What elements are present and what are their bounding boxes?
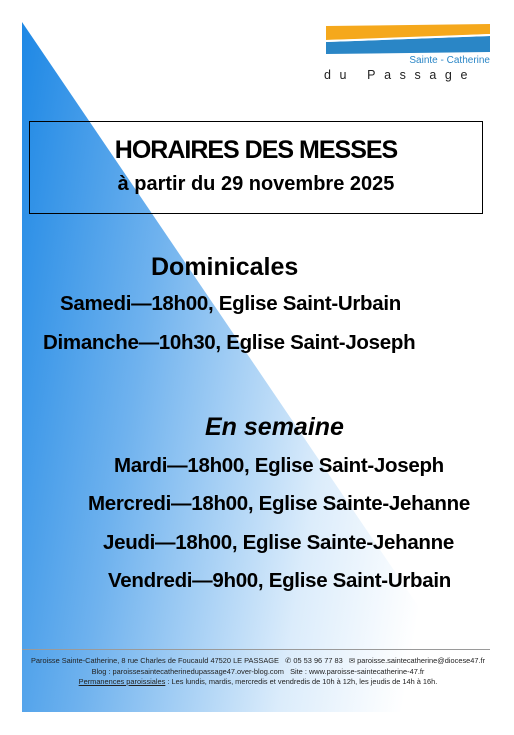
footer-email[interactable]: paroisse.saintecatherine@diocese47.fr: [357, 656, 486, 665]
mass-time-line: Mardi—18h00, Eglise Saint-Joseph: [114, 454, 444, 477]
logo-subtitle: Sainte - Catherine: [409, 55, 490, 66]
mass-time-line: Jeudi—18h00, Eglise Sainte-Jehanne: [103, 531, 454, 554]
footer-site[interactable]: Site : www.paroisse-saintecatherine-47.fr: [290, 666, 425, 676]
mass-time-line: Samedi—18h00, Eglise Saint-Urbain: [60, 292, 401, 315]
phone-icon: ✆: [285, 656, 292, 665]
footer-phone: 05 53 96 77 83: [293, 656, 343, 665]
footer-web-line: [22, 667, 494, 678]
mass-time-line: Dimanche—10h30, Eglise Saint-Joseph: [43, 331, 416, 354]
footer-hours-line: [22, 677, 494, 688]
footer-permanences-text: : Les lundis, mardis, mercredis et vendredis de 10h à 12h, les jeudis de 14h à 16h.: [165, 677, 438, 686]
mass-time-line: Vendredi—9h00, Eglise Saint-Urbain: [108, 569, 451, 592]
page-subtitle: à partir du 29 novembre 2025: [117, 173, 395, 195]
footer-divider: [22, 649, 490, 650]
title-box: [29, 121, 483, 214]
footer-contact-line: [22, 656, 494, 667]
parish-logo: [322, 24, 492, 80]
mass-time-line: Mercredi—18h00, Eglise Sainte-Jehanne: [88, 492, 470, 515]
section-heading-semaine: En semaine: [205, 413, 344, 441]
section-heading-dominicales: Dominicales: [151, 253, 299, 281]
page-title: HORAIRES DES MESSES: [114, 136, 398, 164]
footer-blog[interactable]: Blog : paroissesaintecatherinedupassage47.over-blog.com: [91, 666, 284, 676]
footer-address: Paroisse Sainte-Catherine, 8 rue Charles de Foucauld 47520 LE PASSAGE: [30, 656, 279, 665]
email-icon: ✉: [348, 656, 356, 665]
logo-name: du Passage: [324, 68, 477, 82]
footer: [22, 656, 494, 688]
footer-permanences-label: Permanences paroissiales: [78, 677, 166, 686]
